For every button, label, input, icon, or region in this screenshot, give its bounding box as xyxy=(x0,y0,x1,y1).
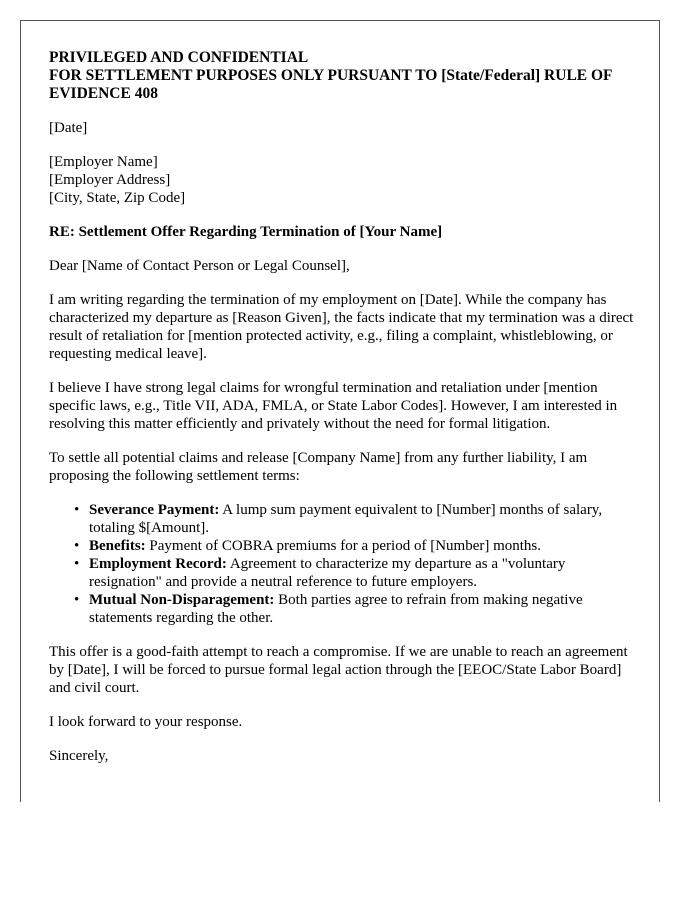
paragraph-look-forward: I look forward to your response. xyxy=(49,714,243,730)
term-label: Benefits: xyxy=(89,538,146,554)
salutation: Dear [Name of Contact Person or Legal Counsel], xyxy=(49,258,350,274)
letter-body xyxy=(49,49,639,781)
letter-page xyxy=(20,20,660,802)
header-line-3: EVIDENCE 408 xyxy=(49,85,158,102)
bullet-icon: • xyxy=(74,592,80,608)
bullet-icon: • xyxy=(74,538,80,554)
subject-line: RE: Settlement Offer Regarding Termination of [Your Name] xyxy=(49,224,443,240)
paragraph-termination: I am writing regarding the termination of my employment on [Date]. While the company has characterized my departure as [Reason Given], the facts indicate that my termination was a direct result of retaliation for [mention protected activity, e.g., filing a complaint, whistleblowing, or requesting medical leave]. xyxy=(49,292,634,362)
term-text: Payment of COBRA premiums for a period of [Number] months. xyxy=(145,538,542,554)
term-label: Employment Record: xyxy=(89,556,227,572)
header-line-2: FOR SETTLEMENT PURPOSES ONLY PURSUANT TO [State/Federal] RULE OF xyxy=(49,67,613,84)
employer-address: [Employer Address] xyxy=(49,172,171,188)
bullet-icon: • xyxy=(74,556,80,572)
paragraph-legal-claims: I believe I have strong legal claims for wrongful termination and retaliation under [mention specific laws, e.g., Title VII, ADA, FMLA, or State Labor Codes]. However, I am interested in resolving this matter efficiently and privately without the need for formal litigation. xyxy=(49,380,618,432)
list-item xyxy=(74,591,639,627)
closing: Sincerely, xyxy=(49,748,109,764)
term-label: Severance Payment: xyxy=(89,502,220,518)
settlement-terms-list xyxy=(49,501,639,627)
term-label: Mutual Non-Disparagement: xyxy=(89,592,275,608)
employer-name: [Employer Name] xyxy=(49,154,158,170)
header-line-1: PRIVILEGED AND CONFIDENTIAL xyxy=(49,49,309,66)
list-item xyxy=(74,555,639,591)
paragraph-good-faith: This offer is a good-faith attempt to reach a compromise. If we are unable to reach an agreement by [Date], I will be forced to pursue formal legal action through the [EEOC/State Labor Board] and civil court. xyxy=(49,644,628,696)
letter-date: [Date] xyxy=(49,120,88,136)
list-item xyxy=(74,537,639,555)
bullet-icon: • xyxy=(74,502,80,518)
term-text: Agreement to characterize my departure as a "voluntary resignation" and provide a neutral reference to future employers. xyxy=(89,556,566,590)
term-text: A lump sum payment equivalent to [Number] months of salary, totaling $[Amount]. xyxy=(89,502,603,536)
employer-city-state-zip: [City, State, Zip Code] xyxy=(49,190,186,206)
paragraph-proposal-intro: To settle all potential claims and release [Company Name] from any further liability, I am proposing the following settlement terms: xyxy=(49,450,588,484)
list-item xyxy=(74,501,639,537)
term-text: Both parties agree to refrain from making negative statements regarding the other. xyxy=(89,592,583,626)
confidentiality-header xyxy=(49,49,639,103)
recipient-address-block xyxy=(49,153,639,207)
